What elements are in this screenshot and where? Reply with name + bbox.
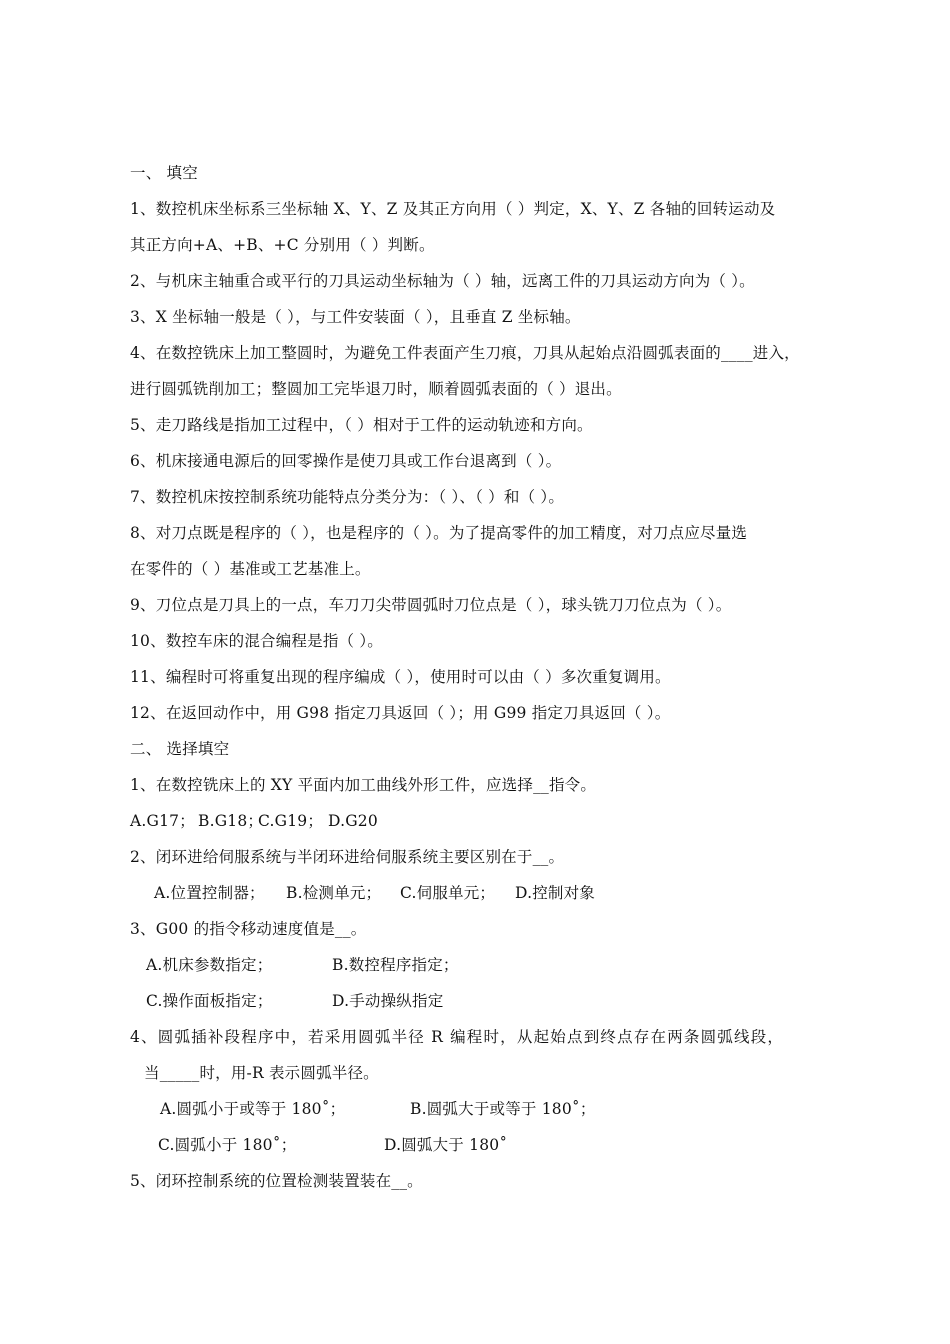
question-6: 6、机床接通电源后的回零操作是使刀具或工作台退离到（ ）。: [130, 452, 562, 470]
question-5: 5、走刀路线是指加工过程中，（ ）相对于工件的运动轨迹和方向。: [130, 416, 593, 434]
question-4-line-2: 进行圆弧铣削加工；整圆加工完毕退刀时，顺着圆弧表面的（ ）退出。: [130, 380, 622, 398]
option-d: D.控制对象: [515, 884, 596, 902]
option-b: B.G18；: [198, 812, 264, 830]
question-3: 3、X 坐标轴一般是（ ），与工件安装面（ ），且垂直 Z 坐标轴。: [130, 308, 581, 326]
question-10: 10、数控车床的混合编程是指（ ）。: [130, 632, 384, 650]
question-2: 2、与机床主轴重合或平行的刀具运动坐标轴为（ ）轴，远离工件的刀具运动方向为（ ）。: [130, 272, 755, 290]
section-heading-fill-blank: 一、 填空: [130, 164, 198, 182]
option-d: D.G20: [328, 812, 378, 830]
section-heading-multiple-choice: 二、 选择填空: [130, 740, 230, 758]
choice-question-4-line-1: 4、圆弧插补段程序中，若采用圆弧半径 R 编程时，从起始点到终点存在两条圆弧线段，: [130, 1028, 785, 1046]
question-7: 7、数控机床按控制系统功能特点分类分为：（ ）、（ ）和（ ）。: [130, 488, 565, 506]
option-c: C.伺服单元；: [400, 884, 496, 902]
option-a: A.机床参数指定；: [146, 956, 273, 974]
question-4-line-1: 4、在数控铣床上加工整圆时，为避免工件表面产生刀痕，刀具从起始点沿圆弧表面的____进入，: [130, 344, 800, 362]
choice-question-5: 5、闭环控制系统的位置检测装置装在__。: [130, 1172, 423, 1190]
question-1-line-2: 其正方向+A、+B、+C 分别用（ ）判断。: [130, 236, 435, 254]
choice-question-3: 3、G00 的指令移动速度值是__。: [130, 920, 367, 938]
choice-question-4-line-2: 当_____时，用-R 表示圆弧半径。: [144, 1064, 379, 1082]
option-c: C.圆弧小于 180˚；: [158, 1136, 297, 1154]
question-1-line-1: 1、数控机床坐标系三坐标轴 X、Y、Z 及其正方向用（ ）判定，X、Y、Z 各轴的回转运动及: [130, 200, 776, 218]
option-c: C.操作面板指定；: [146, 992, 273, 1010]
option-d: D.手动操纵指定: [332, 992, 444, 1010]
question-9: 9、刀位点是刀具上的一点，车刀刀尖带圆弧时刀位点是（ ），球头铣刀刀位点为（ ）。: [130, 596, 732, 614]
option-b: B.圆弧大于或等于 180˚；: [410, 1100, 596, 1118]
question-12: 12、在返回动作中，用 G98 指定刀具返回（ ）；用 G99 指定刀具返回（ ）。: [130, 704, 671, 722]
option-c: C.G19；: [258, 812, 324, 830]
question-8-line-2: 在零件的（ ）基准或工艺基准上。: [130, 560, 371, 578]
question-11: 11、编程时可将重复出现的程序编成（ ），使用时可以由（ ）多次重复调用。: [130, 668, 671, 686]
option-a: A.圆弧小于或等于 180˚；: [160, 1100, 346, 1118]
option-a: A.G17；: [130, 812, 195, 830]
choice-question-1: 1、在数控铣床上的 XY 平面内加工曲线外形工件，应选择__指令。: [130, 776, 597, 794]
option-a: A.位置控制器；: [154, 884, 265, 902]
option-b: B.检测单元；: [286, 884, 382, 902]
choice-question-2: 2、闭环进给伺服系统与半闭环进给伺服系统主要区别在于__。: [130, 848, 565, 866]
option-d: D.圆弧大于 180˚: [384, 1136, 508, 1154]
option-b: B.数控程序指定；: [332, 956, 459, 974]
question-8-line-1: 8、对刀点既是程序的（ ），也是程序的（ ）。为了提高零件的加工精度，对刀点应尽量选: [130, 524, 748, 542]
